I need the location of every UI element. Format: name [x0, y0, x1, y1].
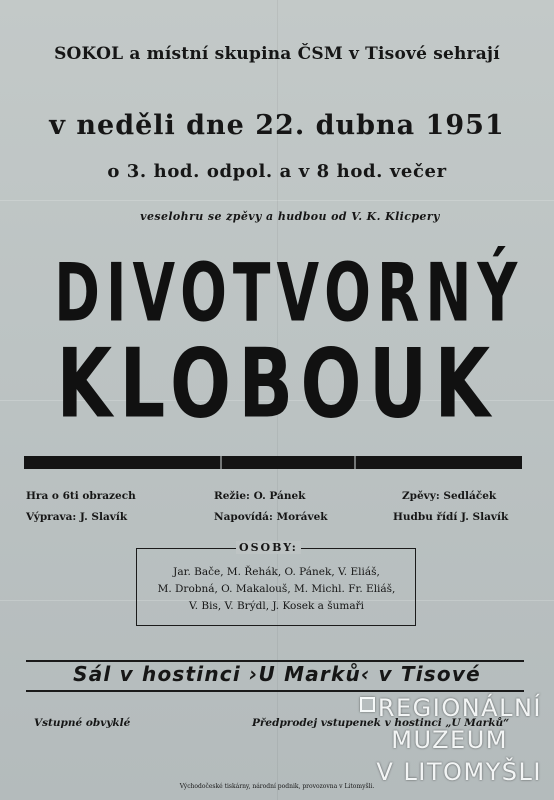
watermark-line: V LITOMYŠLI [376, 758, 542, 786]
credit-director: Režie: O. Pánek [214, 490, 306, 502]
play-title-word1: DIVOTVORNÝ [54, 248, 524, 341]
presale-note: Předprodej vstupenek v hostinci „U Marků“ [252, 717, 510, 729]
presenters-line: SOKOL a místní skupina ČSM v Tisové sehrají [54, 44, 500, 64]
watermark-line: MUZEUM [391, 726, 508, 754]
performance-times: o 3. hod. odpol. a v 8 hod. večer [107, 161, 447, 182]
credit-prompter: Napovídá: Morávek [214, 511, 328, 523]
credit-design: Výprava: J. Slavík [26, 511, 128, 523]
genre-line: veselohru se zpěvy a hudbou od V. K. Klicpery [140, 210, 440, 223]
credit-songs: Zpěvy: Sedláček [402, 490, 497, 502]
museum-watermark [320, 694, 546, 794]
cast-heading: OSOBY: [236, 541, 301, 554]
performance-date: v neděli dne 22. dubna 1951 [49, 110, 505, 141]
admission-note: Vstupné obvyklé [34, 717, 131, 729]
play-title-word2: KLOBOUK [56, 330, 498, 440]
venue: Sál v hostinci ›U Marků‹ v Tisové [73, 662, 481, 686]
cast-line: M. Drobná, O. Makalouš, M. Michl. Fr. Eliáš, [157, 583, 396, 595]
credit-music: Hudbu řídí J. Slavík [393, 511, 509, 523]
cast-line: Jar. Bače, M. Řehák, O. Pánek, V. Eliáš, [173, 566, 380, 578]
cast-line: V. Bis, V. Brýdl, J. Kosek a šumaři [188, 600, 364, 612]
credit-pictures: Hra o 6ti obrazech [26, 490, 136, 502]
watermark-line: REGIONÁLNÍ [377, 694, 542, 722]
venue-rule-bottom [26, 690, 524, 692]
title-rule [24, 456, 522, 469]
printer-imprint: Východočeské tiskárny, národní podnik, provozovna v Litomyšli. [179, 783, 375, 790]
